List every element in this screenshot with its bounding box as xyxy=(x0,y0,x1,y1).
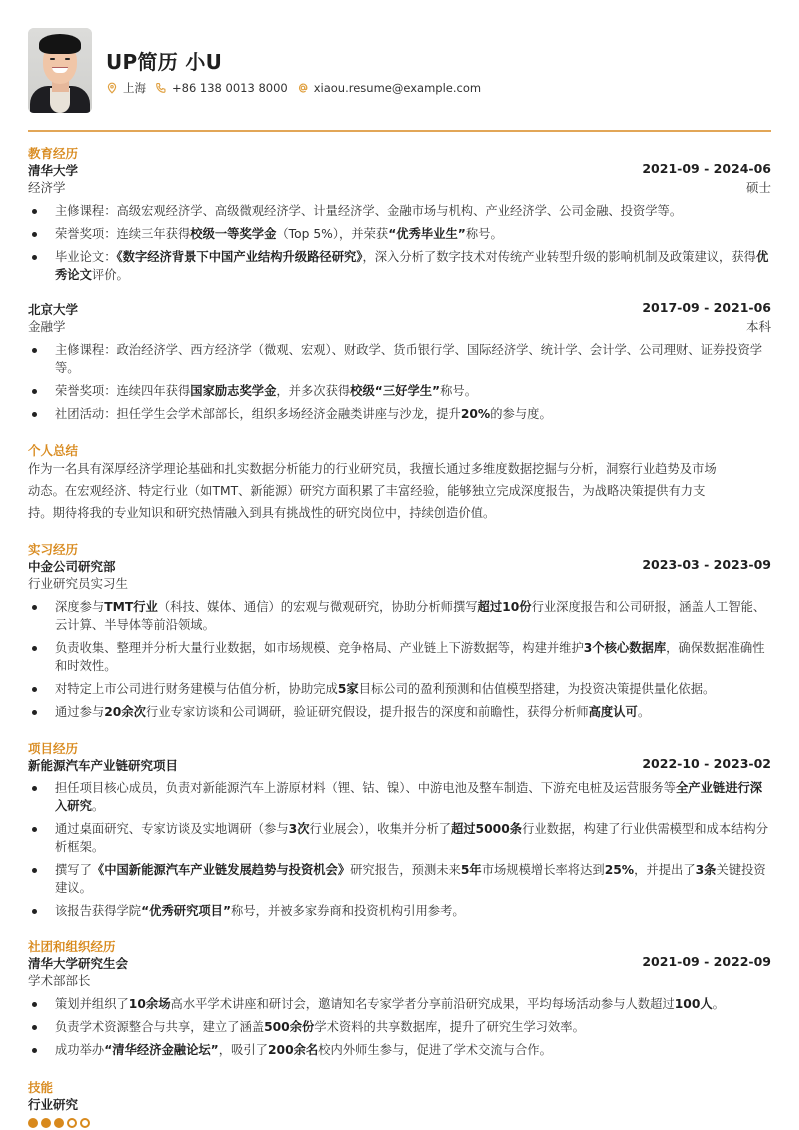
highlight-text: 《数字经济背景下中国产业结构升级路径研究》 xyxy=(116,250,363,264)
rating-dot-filled-icon xyxy=(41,1118,51,1128)
education-school: 北京大学 xyxy=(28,302,79,317)
education-degree: 硕士 xyxy=(745,180,771,195)
summary-line: 动态。在宏观经济、特定行业（如TMT、新能源）研究方面积累了丰富经验，能够独立完成深度报告，为战略决策提供有力支 xyxy=(28,484,706,498)
location-pin-icon xyxy=(106,82,118,94)
project-bullets xyxy=(28,779,771,925)
candidate-name: UP简历 小U xyxy=(106,50,223,74)
bullet-text: 撰写了 xyxy=(55,863,92,877)
rating-dot-empty-icon xyxy=(80,1118,90,1128)
section-title-education: 教育经历 xyxy=(28,146,79,161)
bullet-text: 称号。 xyxy=(465,227,503,241)
bullet-text: ，并多次获得 xyxy=(276,384,351,398)
skill-name: 行业研究 xyxy=(28,1097,79,1112)
bullet-text: 荣誉奖项：连续四年获得 xyxy=(55,384,191,398)
education-bullets xyxy=(28,341,771,428)
bullet-text: 对特定上市公司进行财务建模与估值分析，协助完成 xyxy=(55,682,338,696)
highlight-text: 20% xyxy=(460,407,491,421)
bullet-text: 负责学术资源整合与共享，建立了涵盖 xyxy=(55,1020,265,1034)
bullet-text: ，吸引了 xyxy=(218,1043,268,1057)
bullet-item xyxy=(28,1018,771,1036)
bullet-text: 毕业论文： xyxy=(55,250,117,264)
highlight-text: 25% xyxy=(604,863,635,877)
bullet-item xyxy=(28,405,771,423)
highlight-text: 全产业链进行深入研究 xyxy=(55,781,763,813)
section-title-projects: 项目经历 xyxy=(28,741,79,756)
bullet-text: 主修课程：高级宏观经济学、高级微观经济学、计量经济学、金融市场与机构、产业经济学、公司金融、投资学等。 xyxy=(55,204,683,218)
highlight-text: 20余次 xyxy=(104,705,146,719)
bullet-text: 荣誉奖项：连续三年获得 xyxy=(55,227,191,241)
highlight-text: 校级一等奖学金 xyxy=(190,227,277,241)
bullet-text: 高水平学术讲座和研讨会，邀请知名专家学者分享前沿研究成果，平均每场活动参与人数超过 xyxy=(170,997,675,1011)
bullet-text: 。 xyxy=(712,997,725,1011)
highlight-text: 200余名 xyxy=(267,1043,319,1057)
section-title-summary: 个人总结 xyxy=(28,443,79,458)
bullet-text: 的参与度。 xyxy=(490,407,552,421)
highlight-text: 500余份 xyxy=(264,1020,315,1034)
internship-role: 行业研究员实习生 xyxy=(28,576,129,591)
highlight-text: 5家 xyxy=(337,682,359,696)
organization-role: 学术部部长 xyxy=(28,973,91,988)
highlight-text: 3条 xyxy=(695,863,717,877)
bullet-text: 关键投资建议。 xyxy=(55,863,766,895)
profile-photo xyxy=(28,28,92,113)
highlight-text: 10余场 xyxy=(128,997,171,1011)
bullet-item xyxy=(28,225,771,243)
contact-phone[interactable] xyxy=(155,81,288,95)
bullet-text: 行业展会），收集并分析了 xyxy=(309,822,451,836)
bullet-text: 深度参与 xyxy=(55,600,105,614)
bullet-text: （Top 5%），并荣获 xyxy=(276,227,389,241)
section-title-internship: 实习经历 xyxy=(28,542,79,557)
internship-bullets xyxy=(28,598,771,726)
bullet-text: 行业专家访谈和公司调研，验证研究假设，提升报告的深度和前瞻性，获得分析师 xyxy=(145,705,589,719)
bullet-text: 学术资料的共享数据库，提升了研究生学习效率。 xyxy=(314,1020,585,1034)
bullet-item xyxy=(28,202,771,220)
highlight-text: 3次 xyxy=(288,822,310,836)
highlight-text: 超过5000条 xyxy=(450,822,523,836)
bullet-item xyxy=(28,598,771,634)
organization-name: 清华大学研究生会 xyxy=(28,956,129,971)
bullet-text: 担任项目核心成员，负责对新能源汽车上游原材料（锂、钴、镍）、中游电池及整车制造、下游充电桩及运营服务等 xyxy=(55,781,676,795)
bullet-text: 通过参与 xyxy=(55,705,105,719)
section-title-organizations: 社团和组织经历 xyxy=(28,939,116,954)
education-date: 2021-09 - 2024-06 xyxy=(642,161,771,176)
bullet-item xyxy=(28,248,771,284)
highlight-text: 高度认可 xyxy=(588,705,638,719)
highlight-text: “优秀研究项目” xyxy=(141,904,232,918)
bullet-text: ，并提出了 xyxy=(634,863,696,877)
bullet-text: 行业深度报告和公司研报，涵盖人工智能、云计算、半导体等前沿领域。 xyxy=(55,600,766,632)
bullet-text: 通过桌面研究、专家访谈及实地调研（参与 xyxy=(55,822,289,836)
bullet-text: 负责收集、整理并分析大量行业数据，如市场规模、竞争格局、产业链上下游数据等，构建并维护 xyxy=(55,641,584,655)
bullet-item xyxy=(28,382,771,400)
bullet-text: 称号。 xyxy=(440,384,478,398)
highlight-text: 校级“三好学生” xyxy=(350,384,441,398)
bullet-text: 社团活动：担任学生会学术部部长，组织多场经济金融类讲座与沙龙，提升 xyxy=(55,407,461,421)
bullet-text: ，深入分析了数字技术对传统产业转型升级的影响机制及政策建议，获得 xyxy=(362,250,756,264)
contact-info xyxy=(106,80,490,96)
phone-text: +86 138 0013 8000 xyxy=(172,81,288,95)
bullet-text: （科技、媒体、通信）的宏观与微观研究，协助分析师撰写 xyxy=(157,600,478,614)
bullet-text: 称号，并被多家券商和投资机构引用参考。 xyxy=(231,904,465,918)
rating-dot-filled-icon xyxy=(28,1118,38,1128)
bullet-text: 行业数据，构建了行业供需模型和成本结构分析框架。 xyxy=(55,822,769,854)
location-text: 上海 xyxy=(123,81,146,95)
bullet-text: 成功举办 xyxy=(55,1043,105,1057)
bullet-item xyxy=(28,639,771,675)
bullet-text: 市场规模增长率将达到 xyxy=(481,863,605,877)
education-school: 清华大学 xyxy=(28,163,79,178)
summary-line: 作为一名具有深厚经济学理论基础和扎实数据分析能力的行业研究员，我擅长通过多维度数据挖掘与分析，洞察行业趋势及市场 xyxy=(28,462,717,476)
phone-icon xyxy=(155,82,167,94)
education-major: 经济学 xyxy=(28,180,66,195)
at-sign-icon xyxy=(297,82,309,94)
highlight-text: TMT行业 xyxy=(104,600,158,614)
project-name: 新能源汽车产业链研究项目 xyxy=(28,758,179,773)
education-degree: 本科 xyxy=(745,319,771,334)
bullet-item xyxy=(28,703,771,721)
summary-line: 持。期待将我的专业知识和研究热情融入到具有挑战性的研究岗位中，持续创造价值。 xyxy=(28,506,496,520)
bullet-item xyxy=(28,341,771,377)
bullet-text: 研究报告，预测未来 xyxy=(350,863,461,877)
education-major: 金融学 xyxy=(28,319,66,334)
highlight-text: “优秀毕业生” xyxy=(388,227,466,241)
highlight-text: 超过10份 xyxy=(477,600,532,614)
bullet-item xyxy=(28,995,771,1013)
bullet-item xyxy=(28,861,771,897)
rating-dot-empty-icon xyxy=(67,1118,77,1128)
bullet-text: 。 xyxy=(91,799,105,813)
bullet-text: 该报告获得学院 xyxy=(55,904,142,918)
bullet-text: 主修课程：政治经济学、西方经济学（微观、宏观）、财政学、货币银行学、国际经济学、统计学、会计学、公司理财、证券投资学等。 xyxy=(55,343,763,375)
bullet-item xyxy=(28,902,771,920)
contact-location xyxy=(106,80,146,96)
bullet-text: 目标公司的盈利预测和估值模型搭建，为投资决策提供量化依据。 xyxy=(358,682,716,696)
highlight-text: 优秀论文 xyxy=(55,250,769,282)
highlight-text: 3个核心数据库 xyxy=(583,641,667,655)
summary-text xyxy=(28,458,771,524)
organization-bullets xyxy=(28,995,771,1064)
bullet-text: 校内外师生参与，促进了学术交流与合作。 xyxy=(318,1043,552,1057)
resume-header xyxy=(28,28,771,114)
highlight-text: “清华经济金融论坛” xyxy=(104,1043,219,1057)
education-bullets xyxy=(28,202,771,289)
internship-company: 中金公司研究部 xyxy=(28,559,116,574)
bullet-item xyxy=(28,680,771,698)
bullet-text: 策划并组织了 xyxy=(55,997,129,1011)
contact-email[interactable] xyxy=(297,81,481,95)
highlight-text: 国家励志奖学金 xyxy=(190,384,277,398)
highlight-text: 5年 xyxy=(460,863,482,877)
bullet-text: 。 xyxy=(637,705,651,719)
section-title-skills: 技能 xyxy=(28,1080,54,1095)
education-date: 2017-09 - 2021-06 xyxy=(642,300,771,315)
header-divider xyxy=(28,130,771,132)
bullet-item xyxy=(28,779,771,815)
highlight-text: 100人 xyxy=(674,997,713,1011)
bullet-item xyxy=(28,820,771,856)
bullet-item xyxy=(28,1041,771,1059)
skill-level-rating xyxy=(28,1118,93,1128)
bullet-text: ，确保数据准确性和时效性。 xyxy=(55,641,765,673)
rating-dot-filled-icon xyxy=(54,1118,64,1128)
email-text: xiaou.resume@example.com xyxy=(313,81,482,95)
project-date: 2022-10 - 2023-02 xyxy=(642,756,771,771)
bullet-text: 评价。 xyxy=(91,268,129,282)
highlight-text: 《中国新能源汽车产业链发展趋势与投资机会》 xyxy=(91,863,351,877)
internship-date: 2023-03 - 2023-09 xyxy=(642,557,771,572)
organization-date: 2021-09 - 2022-09 xyxy=(642,954,771,969)
